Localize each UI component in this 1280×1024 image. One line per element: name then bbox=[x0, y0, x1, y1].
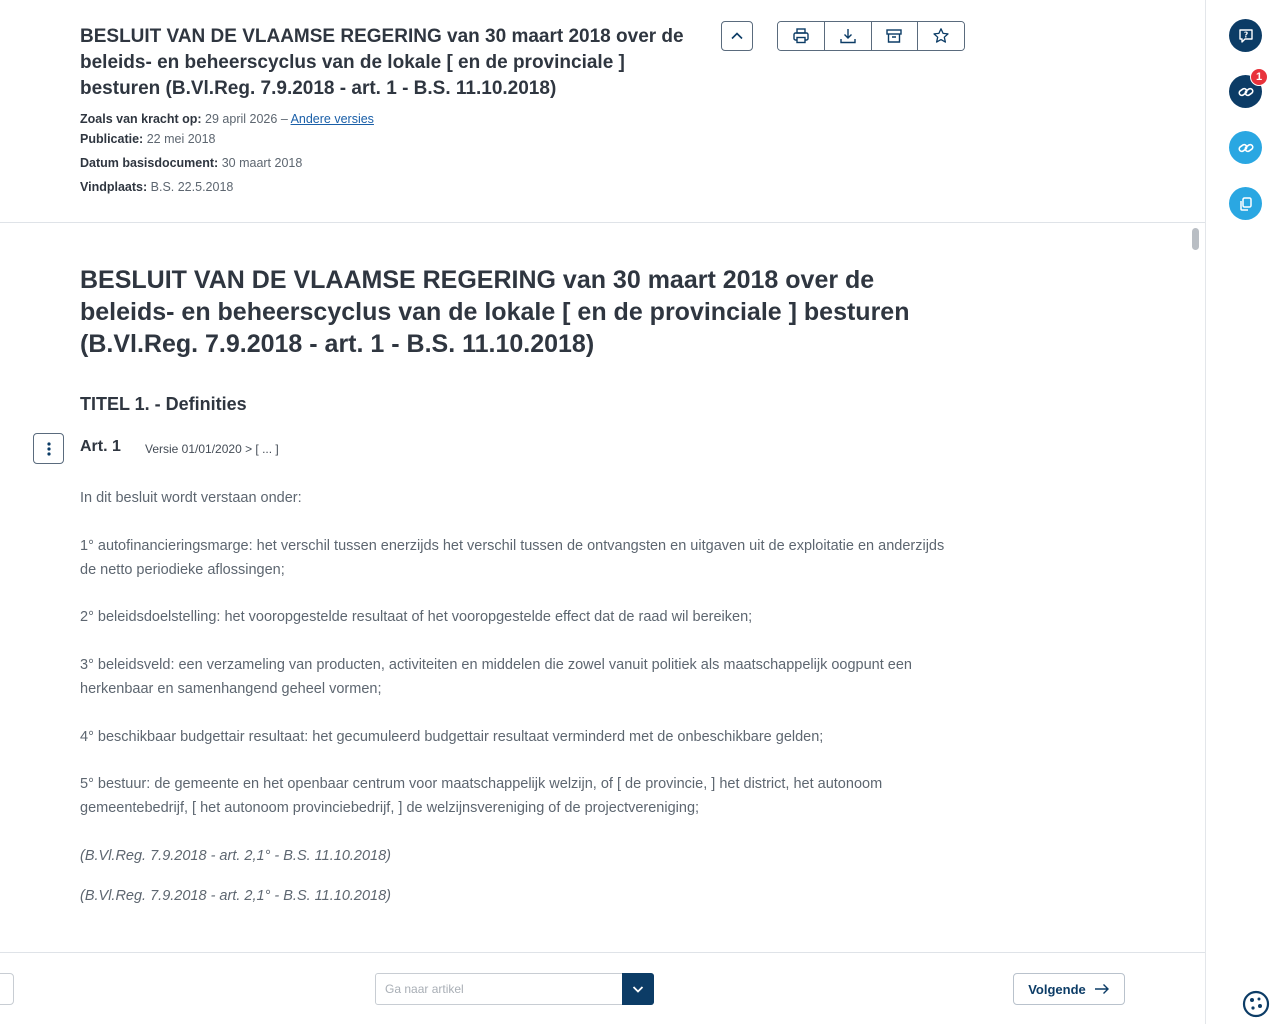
goto-article-dropdown-button[interactable] bbox=[622, 973, 654, 1005]
download-button[interactable] bbox=[825, 22, 872, 50]
print-button[interactable] bbox=[778, 22, 825, 50]
kebab-menu-icon bbox=[46, 441, 52, 457]
meta-source: Vindplaats: B.S. 22.5.2018 bbox=[80, 180, 234, 194]
feedback-button[interactable] bbox=[1229, 19, 1262, 52]
copy-button[interactable] bbox=[1229, 187, 1262, 220]
other-versions-link[interactable]: Andere versies bbox=[290, 112, 374, 126]
article-options-button[interactable] bbox=[33, 433, 64, 464]
chevron-up-icon bbox=[730, 29, 744, 43]
reference-note: (B.Vl.Reg. 7.9.2018 - art. 2,1° - B.S. 11.10.2018) bbox=[80, 888, 392, 904]
goto-article-input[interactable] bbox=[376, 974, 622, 1004]
archive-button[interactable] bbox=[872, 22, 919, 50]
arrow-right-icon bbox=[1094, 983, 1110, 995]
meta-base-date: Datum basisdocument: 30 maart 2018 bbox=[80, 156, 303, 170]
feedback-icon bbox=[1238, 28, 1254, 44]
next-button-label: Volgende bbox=[1028, 981, 1086, 997]
meta-publication: Publicatie: 22 mei 2018 bbox=[80, 132, 216, 146]
paragraph: 1° autofinancieringsmarge: het verschil tussen enerzijds het verschil tussen de ontvangsten en uitgaven uit de exploitatie en anderzijds de netto periodieke aflossingen; bbox=[80, 538, 945, 578]
copy-icon bbox=[1238, 196, 1254, 212]
reference-note: (B.Vl.Reg. 7.9.2018 - art. 2,1° - B.S. 11.10.2018) bbox=[80, 848, 392, 864]
meta-in-force: Zoals van kracht op: 29 april 2026 – Andere versies bbox=[80, 112, 374, 126]
next-button[interactable] bbox=[1013, 973, 1125, 1005]
previous-button[interactable] bbox=[0, 973, 14, 1005]
paragraph: 2° beleidsdoelstelling: het vooropgestelde resultaat of het vooropgestelde effect dat de raad wil bereiken; bbox=[80, 609, 753, 625]
article-version[interactable]: Versie 01/01/2020 > [ ... ] bbox=[145, 442, 279, 456]
article-navigation bbox=[0, 952, 1205, 1024]
chevron-down-icon bbox=[631, 982, 645, 996]
goto-article-select bbox=[375, 973, 654, 1005]
links-count-badge: 1 bbox=[1250, 68, 1268, 86]
link-icon bbox=[1237, 139, 1255, 157]
paragraph: In dit besluit wordt verstaan onder: bbox=[80, 490, 302, 506]
download-icon bbox=[839, 27, 857, 45]
svg-text:?: ? bbox=[1243, 30, 1248, 39]
right-sidebar bbox=[1205, 0, 1280, 1024]
paragraph: 5° bestuur: de gemeente en het openbaar centrum voor maatschappelijk welzijn, of [ de provincie, ] het district, het autonoom gemeentebedrijf, [ het autonoom provinciebedrijf, ] de welzijnsvereniging of de projectvereniging; bbox=[80, 776, 883, 816]
content-scrollbar[interactable] bbox=[1192, 228, 1199, 250]
favorite-button[interactable] bbox=[918, 22, 964, 50]
star-icon bbox=[932, 27, 950, 45]
article-label: Art. 1 bbox=[80, 438, 121, 455]
document-title: BESLUIT VAN DE VLAAMSE REGERING van 30 maart 2018 over de beleids- en beheerscyclus van de lokale [ en de provinciale ] besturen (B.Vl.Reg. 7.9.2018 - art. 1 - B.S. 11.10.2018) bbox=[80, 266, 910, 358]
cookie-settings-icon[interactable] bbox=[1242, 990, 1270, 1018]
document-content bbox=[0, 224, 1205, 952]
related-links-button[interactable] bbox=[1229, 131, 1262, 164]
print-icon bbox=[792, 27, 810, 45]
header-title: BESLUIT VAN DE VLAAMSE REGERING van 30 maart 2018 over de beleids- en beheerscyclus van de lokale [ en de provinciale ] besturen (B.Vl.Reg. 7.9.2018 - art. 1 - B.S. 11.10.2018) bbox=[80, 26, 684, 99]
paragraph: 3° beleidsveld: een verzameling van producten, activiteiten en middelen die zowel vanuit politiek als maatschappelijk oogpunt een herkenbaar en samenhangend geheel vormen; bbox=[80, 657, 913, 697]
archive-icon bbox=[885, 27, 903, 45]
document-header bbox=[0, 0, 1205, 223]
collapse-header-button[interactable] bbox=[721, 21, 753, 51]
document-toolbar bbox=[777, 21, 965, 51]
link-icon bbox=[1237, 83, 1255, 101]
section-title: TITEL 1. - Definities bbox=[80, 394, 247, 414]
paragraph: 4° beschikbaar budgettair resultaat: het gecumuleerd budgettair resultaat verminderd met de onbeschikbare gelden; bbox=[80, 729, 824, 745]
